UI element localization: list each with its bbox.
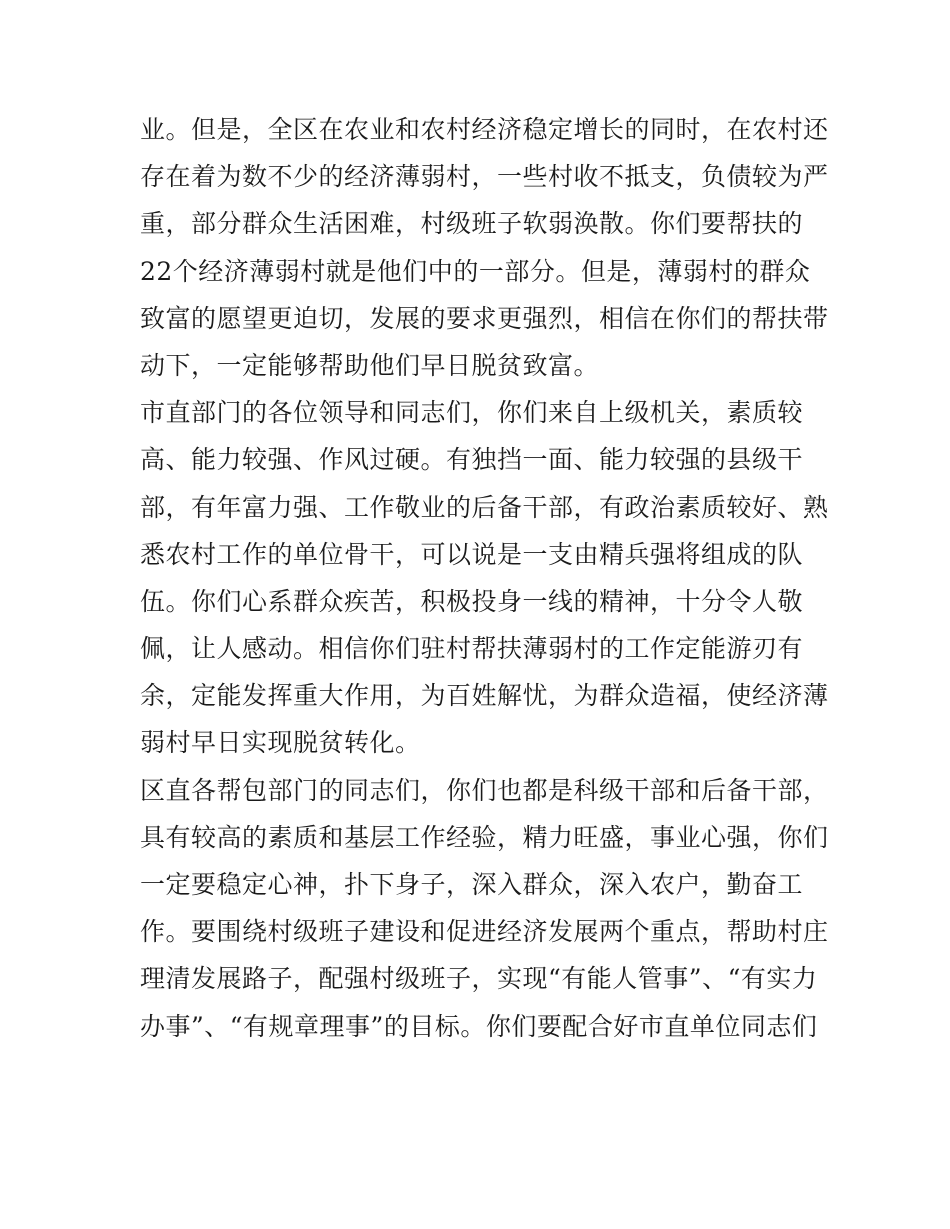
text-line: 动下，一定能够帮助他们早日脱贫致富。 <box>140 350 600 380</box>
text-line: 作。要围绕村级班子建设和促进经济发展两个重点，帮助村庄 <box>140 917 829 947</box>
text-line: 理清发展路子，配强村级班子，实现“有能人管事”、“有实力 <box>140 964 818 994</box>
text-line: 市直部门的各位领导和同志们，你们来自上级机关，素质较 <box>140 398 804 428</box>
text-line: 办事”、“有规章理事”的目标。你们要配合好市直单位同志们 <box>140 1011 818 1041</box>
text-line: 区直各帮包部门的同志们，你们也都是科级干部和后备干部， <box>140 775 829 805</box>
text-line: 部，有年富力强、工作敬业的后备干部，有政治素质较好、熟 <box>140 492 829 522</box>
body-text <box>140 106 830 1050</box>
text-line: 弱村早日实现脱贫转化。 <box>140 728 421 758</box>
text-line: 余，定能发挥重大作用，为百姓解忧，为群众造福，使经济薄 <box>140 681 829 711</box>
text-line: 一定要稳定心神，扑下身子，深入群众，深入农户，勤奋工 <box>140 870 804 899</box>
text-line: 伍。你们心系群众疾苦，积极投身一线的精神，十分令人敬 <box>140 586 804 616</box>
text-line: 业。但是，全区在农业和农村经济稳定增长的同时，在农村还 <box>140 115 829 144</box>
text-line: 22个经济薄弱村就是他们中的一部分。但是，薄弱村的群众 <box>140 256 811 286</box>
text-line: 高、能力较强、作风过硬。有独挡一面、能力较强的县级干 <box>140 445 804 475</box>
text-line: 重，部分群众生活困难，村级班子软弱涣散。你们要帮扶的 <box>140 209 804 239</box>
text-line: 具有较高的素质和基层工作经验，精力旺盛，事业心强，你们 <box>140 822 829 852</box>
text-line: 佩，让人感动。相信你们驻村帮扶薄弱村的工作定能游刃有 <box>140 634 804 664</box>
text-line: 存在着为数不少的经济薄弱村，一些村收不抵支，负债较为严 <box>140 162 829 192</box>
text-line: 致富的愿望更迫切，发展的要求更强烈，相信在你们的帮扶带 <box>140 303 829 333</box>
text-line: 悉农村工作的单位骨干，可以说是一支由精兵强将组成的队 <box>140 539 804 569</box>
